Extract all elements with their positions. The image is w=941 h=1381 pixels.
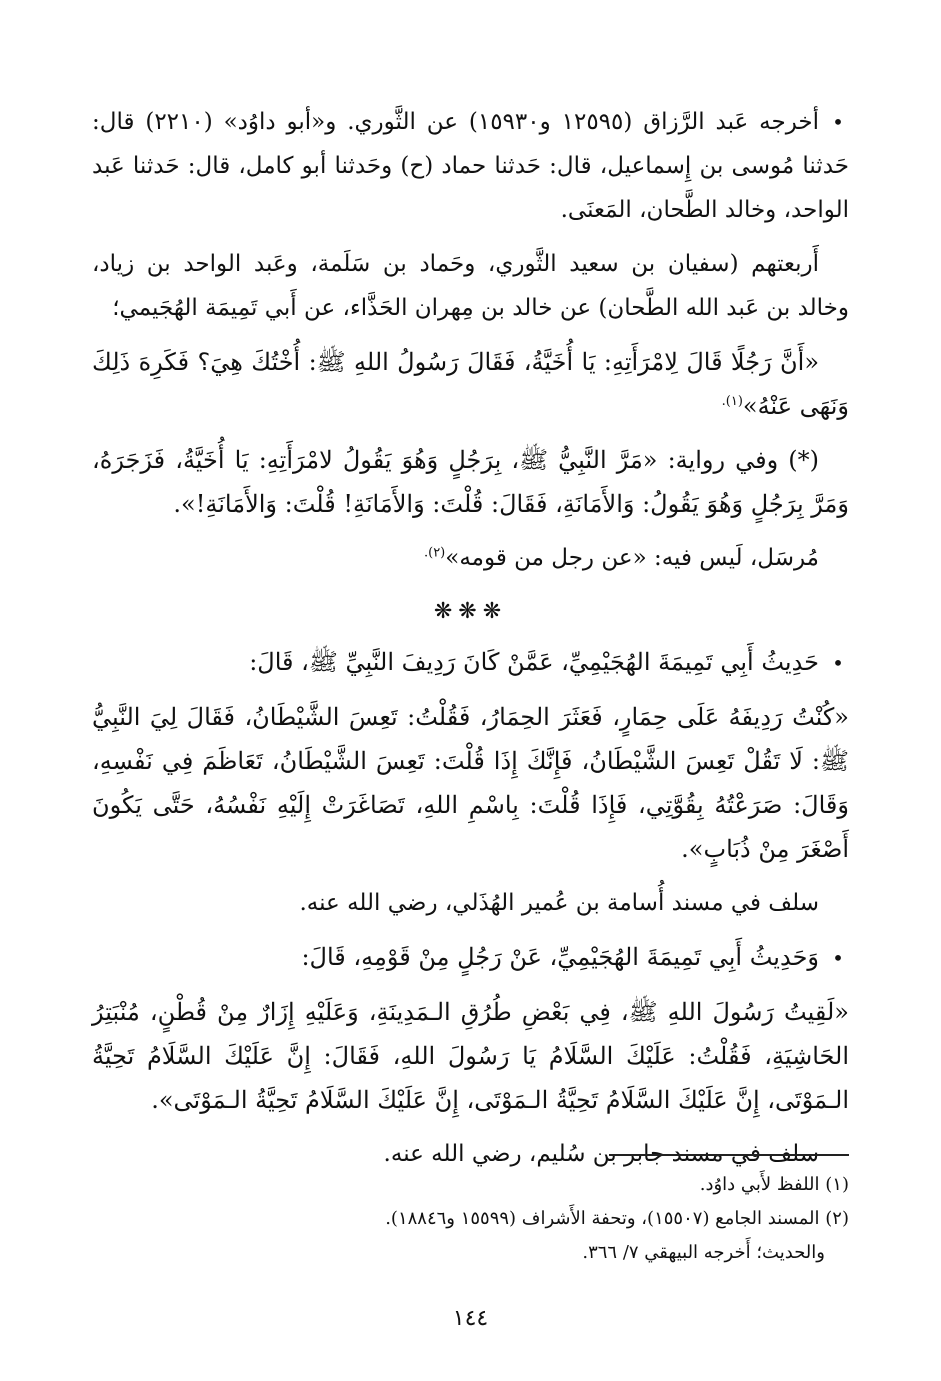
section-separator: ❋❋❋ — [433, 599, 508, 624]
hadith-text-body: «أَنَّ رَجُلًا قَالَ لِامْرَأَتِهِ: يَا أُخَيَّةُ، فَقَالَ رَسُولُ اللهِ ﷺ: أُخْتُكَ هِيَ؟ فَكَرِهَ ذَلِكَ وَنَهَى عَنْهُ» — [92, 348, 849, 420]
cross-reference-2: سلف في مسند جابر بن سُليم، رضي الله عنه. — [383, 1141, 819, 1167]
paragraph-takhrij — [92, 100, 849, 232]
footnote-ref-1: (١). — [721, 394, 743, 409]
hadith-heading-2-text: وَحَدِيثُ أَبِي تَمِيمَةَ الهُجَيْمِيِّ، عَنْ رَجُلٍ مِنْ قَوْمِهِ، قَالَ: — [301, 943, 819, 971]
cross-reference-1: سلف في مسند أُسامة بن عُمير الهُذَلي، رضي الله عنه. — [299, 890, 819, 916]
main-text — [92, 100, 849, 1186]
bullet-marker: • — [832, 110, 844, 134]
footnote-divider — [609, 1154, 849, 1156]
bullet-marker: • — [832, 946, 844, 970]
footnotes — [92, 1168, 849, 1270]
footnote-2: (٢) المسند الجامع (١٥٥٠٧)، وتحفة الأَشراف (١٥٥٩٩ و١٨٨٤٦). — [385, 1208, 849, 1229]
footnote-ref-2: (٢). — [423, 545, 446, 561]
narration-variant: (*) وفي رواية: «مَرَّ النَّبِيُّ ﷺ، بِرَجُلٍ وَهُوَ يَقُولُ لامْرَأَتِهِ: يَا أُخَيَّةُ، فَزَجَرَهُ، وَمَرَّ بِرَجُلٍ وَهُوَ يَقُولُ: وَالأَمَانَةِ، فَقَالَ: قُلْتَ: وَالأَمَانَةِ! قُلْتَ: وَالأَمَانَةِ!». — [92, 446, 849, 518]
hadith-body-2: «لَقِيتُ رَسُولَ اللهِ ﷺ، فِي بَعْضِ طُرُقِ الـمَدِينَةِ، وَعَلَيْهِ إِزَارٌ مِنْ قُطْنٍ، مُنْبَتِرُ الحَاشِيَةِ، فَقُلْتُ: عَلَيْكَ السَّلَامُ يَا رَسُولَ اللهِ، فَقَالَ: إِنَّ عَلَيْكَ السَّلَامُ تَحِيَّةُ الـمَوْتَى، إِنَّ عَلَيْكَ السَّلَامُ تَحِيَّةُ الـمَوْتَى، إِنَّ عَلَيْكَ السَّلَامُ تَحِيَّةُ الـمَوْتَى». — [92, 998, 849, 1114]
footnote-1: (١) اللفظ لأَبي داوُد. — [699, 1174, 849, 1195]
page-number: ١٤٤ — [452, 1306, 489, 1331]
mursal-note — [92, 536, 849, 580]
hadith-text — [92, 340, 849, 428]
paragraph-takhrij-text: أخرجه عَبد الرَّزاق (١٢٥٩٥ و١٥٩٣٠) عن الثَّوري. و«أبو داوُد» (٢٢١٠) قال: حَدثنا مُوسى بن إِسماعيل، قال: حَدثنا حماد (ح) وحَدثنا أبو كامل، قال: حَدثنا عَبد الواحد، وخالد الطَّحان، المَعنَى. — [92, 109, 849, 223]
hadith-heading-2 — [92, 935, 849, 980]
paragraph-chain: أَربعتهم (سفيان بن سعيد الثَّوري، وحَماد بن سَلَمة، وعَبد الواحد بن زياد، وخالد بن عَبد الله الطَّحان) عن خالد بن مِهران الحَذَّاء، عن أَبي تَمِيمَة الهُجَيمي؛ — [92, 251, 849, 321]
mursal-note-text: مُرسَل، لَيس فيه: «عن رجل من قومه» — [445, 545, 819, 571]
hadith-heading-1-text: حَدِيثُ أَبِي تَمِيمَةَ الهُجَيْمِيِّ، عَمَّنْ كَانَ رَدِيفَ النَّبِيِّ ﷺ، قَالَ: — [249, 648, 819, 676]
footnote-2-continued: والحديث؛ أَخرجه البيهقي ٧/ ٣٦٦. — [582, 1242, 825, 1263]
bullet-marker: • — [832, 651, 844, 675]
hadith-body-1: «كُنْتُ رَدِيفَهُ عَلَى حِمَارٍ، فَعَثَرَ الحِمَارُ، فَقُلْتُ: تَعِسَ الشَّيْطَانُ، فَقَالَ لِيَ النَّبِيُّ ﷺ: لَا تَقُلْ تَعِسَ الشَّيْطَانُ، فَإِنَّكَ إِذَا قُلْتَ: تَعِسَ الشَّيْطَانُ، تَعَاظَمَ فِي نَفْسِهِ، وَقَالَ: صَرَعْتُهُ بِقُوَّتِي، فَإِذَا قُلْتَ: بِاسْمِ اللهِ، تَصَاغَرَتْ إِلَيْهِ نَفْسُهُ، حَتَّى يَكُونَ أَصْغَرَ مِنْ ذُبَابٍ». — [92, 703, 849, 863]
hadith-heading-1 — [92, 640, 849, 685]
